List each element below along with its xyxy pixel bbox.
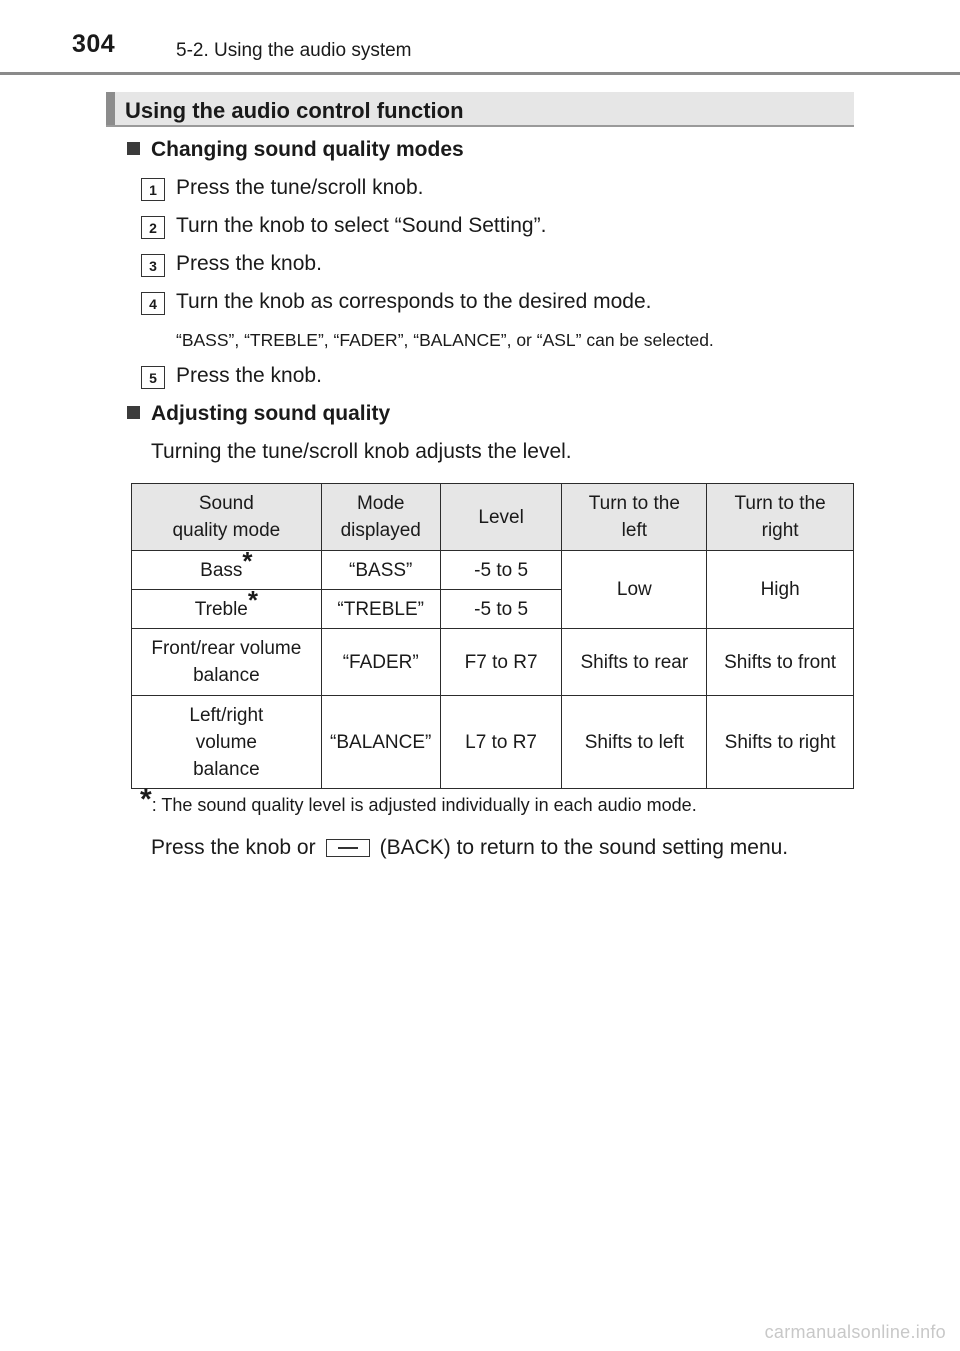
page-number: 304 [72, 30, 116, 58]
back-button-icon [326, 839, 370, 857]
table-row [132, 696, 854, 789]
square-bullet-icon [127, 406, 140, 419]
back-text-after: (BACK) to return to the sound setting menu. [379, 836, 789, 859]
header-mode-displayed: Mode displayed [321, 484, 440, 551]
step-number: 2 [141, 216, 165, 239]
section-title-accent [106, 92, 115, 125]
back-instruction [151, 836, 788, 860]
heading-text: Changing sound quality modes [151, 138, 464, 161]
cell-level: -5 to 5 [440, 551, 562, 590]
cell-left: Shifts to rear [562, 629, 707, 696]
cell-level: L7 to R7 [440, 696, 562, 789]
heading-changing-modes [127, 138, 464, 162]
step-text: Turn the knob to select “Sound Setting”. [176, 214, 547, 237]
header-divider [0, 72, 960, 75]
cell-level: -5 to 5 [440, 590, 562, 629]
heading-adjusting-quality [127, 402, 390, 426]
cell-display: “BASS” [321, 551, 440, 590]
table-header-row [132, 484, 854, 551]
square-bullet-icon [127, 142, 140, 155]
step-text: Turn the knob as corresponds to the desired mode. [176, 290, 652, 313]
step-text: Press the knob. [176, 364, 322, 387]
cell-display: “BALANCE” [321, 696, 440, 789]
step-number: 3 [141, 254, 165, 277]
step-number: 5 [141, 366, 165, 389]
cell-display: “FADER” [321, 629, 440, 696]
cell-mode: Left/right volume balance [132, 696, 322, 789]
footnote [140, 783, 697, 816]
asterisk-mark: * [140, 783, 152, 816]
asterisk-mark: * [242, 545, 253, 576]
cell-mode: Bass* [132, 551, 322, 590]
footnote-text: : The sound quality level is adjusted individually in each audio mode. [151, 795, 697, 815]
header-turn-left: Turn to the left [562, 484, 707, 551]
page-header [0, 0, 960, 78]
watermark: carmanualsonline.info [764, 1322, 946, 1342]
asterisk-mark: * [247, 584, 258, 615]
section-title: Using the audio control function [125, 98, 464, 123]
section-title-bar [106, 92, 854, 127]
header-sound-quality-mode: Sound quality mode [132, 484, 322, 551]
table-row [132, 629, 854, 696]
cell-right: Shifts to front [707, 629, 854, 696]
cell-right: Shifts to right [707, 696, 854, 789]
step-text: Press the knob. [176, 252, 322, 275]
chapter-title: 5-2. Using the audio system [176, 40, 412, 61]
cell-level: F7 to R7 [440, 629, 562, 696]
sound-quality-table [131, 483, 854, 789]
header-level: Level [440, 484, 562, 551]
cell-left: Low [562, 551, 707, 629]
cell-mode: Front/rear volume balance [132, 629, 322, 696]
back-text-before: Press the knob or [151, 836, 316, 859]
cell-left: Shifts to left [562, 696, 707, 789]
step-number: 4 [141, 292, 165, 315]
heading-text: Adjusting sound quality [151, 402, 391, 425]
step-text: Press the tune/scroll knob. [176, 176, 424, 199]
cell-mode: Treble* [132, 590, 322, 629]
step-4-note: “BASS”, “TREBLE”, “FADER”, “BALANCE”, or “ASL” can be selected. [176, 330, 714, 350]
header-turn-right: Turn to the right [707, 484, 854, 551]
step-number: 1 [141, 178, 165, 201]
cell-display: “TREBLE” [321, 590, 440, 629]
adjusting-description: Turning the tune/scroll knob adjusts the level. [151, 440, 572, 463]
cell-right: High [707, 551, 854, 629]
table-row [132, 551, 854, 590]
